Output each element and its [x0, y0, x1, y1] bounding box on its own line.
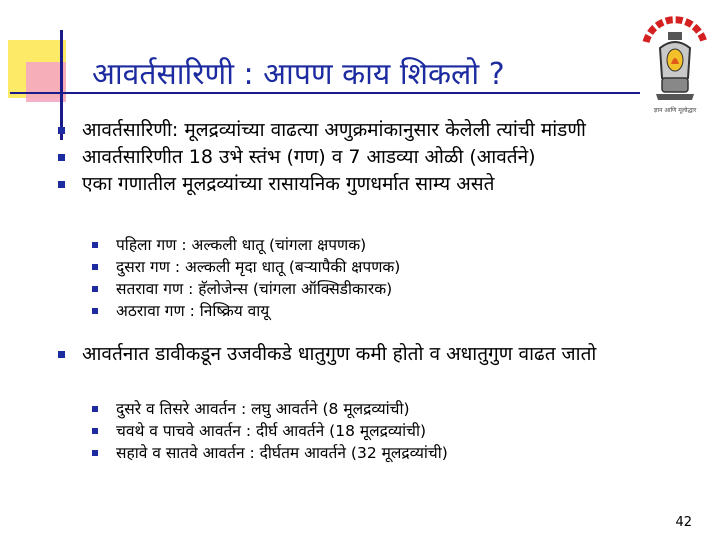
logo-caption: ज्ञान आणि मूलोद्धार [653, 107, 697, 114]
periods-bullet-list [58, 343, 658, 366]
list-item: पहिला गण : अल्कली धातू (चांगला क्षपणक) [92, 234, 692, 256]
bullet-icon [92, 406, 98, 412]
vidnyan-logo-icon [638, 8, 712, 108]
list-item: अठरावा गण : निष्क्रिय वायू [92, 300, 692, 322]
list-item: आवर्तसारिणीत 18 उभे स्तंभ (गण) व 7 आडव्या ओळी (आवर्तने) [58, 146, 698, 169]
list-item: सतरावा गण : हॅलोजेन्स (चांगला ऑक्सिडीकारक) [92, 278, 692, 300]
bullet-icon [92, 264, 98, 270]
bullet-icon [92, 286, 98, 292]
bullet-icon [58, 181, 65, 188]
sub-bullet-list-periods [92, 398, 692, 464]
bullet-icon [58, 351, 65, 358]
bullet-icon [58, 127, 65, 134]
sub-bullet-list-groups [92, 234, 692, 322]
list-item: दुसरा गण : अल्कली मृदा धातू (बऱ्यापैकी क्षपणक) [92, 256, 692, 278]
bullet-icon [92, 308, 98, 314]
bullet-icon [92, 450, 98, 456]
list-item: आवर्तनात डावीकडून उजवीकडे धातुगुण कमी होतो व अधातुगुण वाढत जातो [58, 343, 658, 366]
list-item: दुसरे व तिसरे आवर्तन : लघु आवर्तने (8 मूलद्रव्यांची) [92, 398, 692, 420]
main-bullet-list [58, 119, 698, 196]
bullet-icon [92, 428, 98, 434]
bullet-icon [58, 154, 65, 161]
bullet-icon [92, 242, 98, 248]
list-item: एका गणातील मूलद्रव्यांच्या रासायनिक गुणधर्मात साम्य असते [58, 173, 698, 196]
slide-title: आवर्तसारिणी : आपण काय शिकलो ? [92, 57, 505, 92]
list-item: आवर्तसारिणी: मूलद्रव्यांच्या वाढत्या अणुक्रमांकानुसार केलेली त्यांची मांडणी [58, 119, 698, 142]
list-item: सहावे व सातवे आवर्तन : दीर्घतम आवर्तने (32 मूलद्रव्यांची) [92, 442, 692, 464]
page-number: 42 [675, 515, 692, 530]
list-item: चवथे व पाचवे आवर्तन : दीर्घ आवर्तने (18 मूलद्रव्यांची) [92, 420, 692, 442]
